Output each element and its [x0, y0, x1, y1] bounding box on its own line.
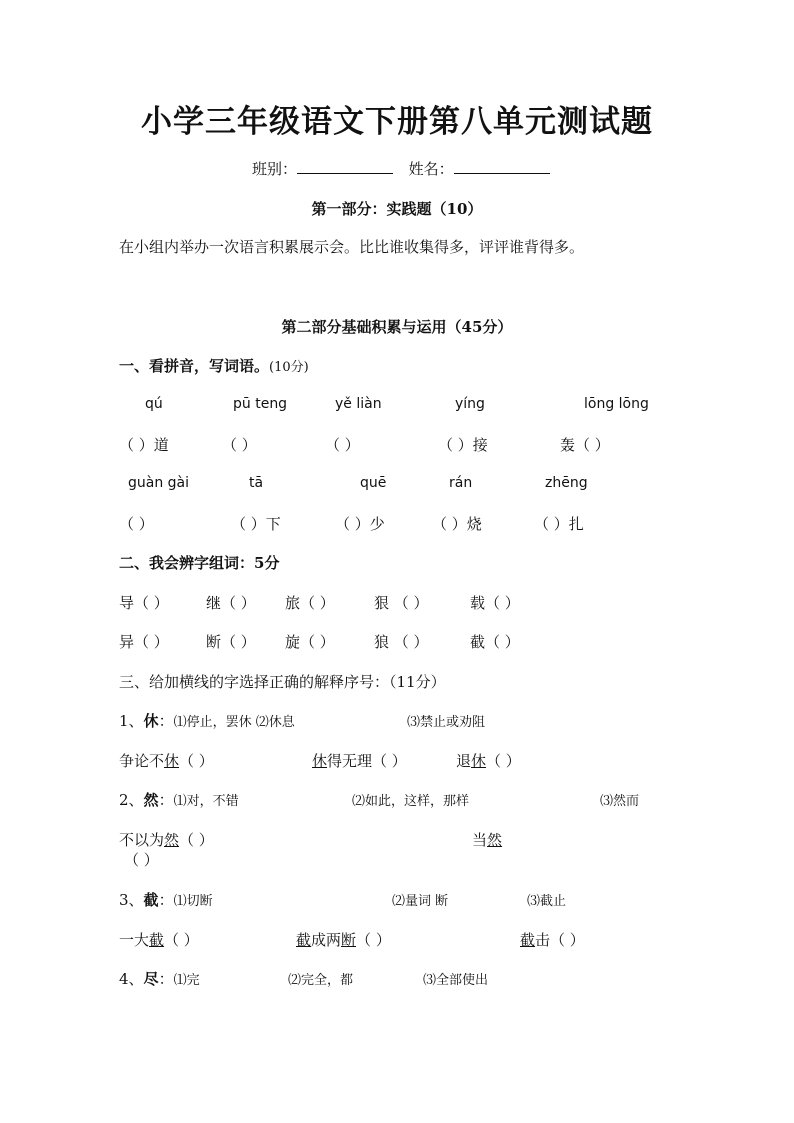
underlined-char: 截 [520, 931, 536, 949]
answer-blank[interactable]: 击（ ） [535, 931, 585, 949]
word-pair[interactable]: 异（ ） [119, 633, 169, 651]
q1-score: (10分) [269, 360, 309, 375]
definition: ⑶全部使出 [423, 973, 489, 988]
q3-word[interactable] [119, 829, 214, 850]
q3-item-1-defs [119, 710, 295, 731]
pinyin: tā [249, 475, 264, 491]
pinyin: rán [449, 475, 473, 491]
q3-word[interactable] [119, 750, 214, 771]
underlined-char: 休 [471, 752, 487, 770]
q3-item-3-defs [119, 889, 213, 910]
underlined-char: 然 [487, 831, 503, 849]
word-pair[interactable]: 狼 （ ） [374, 633, 429, 651]
underlined-char: 截 [149, 931, 165, 949]
underlined-char: 休 [312, 752, 328, 770]
item-char: 截 [143, 891, 159, 909]
q2-heading: 二、我会辨字组词：5分 [119, 554, 280, 572]
answer-blank[interactable]: （ ）少 [335, 515, 385, 533]
word-pair[interactable]: 旋（ ） [285, 633, 335, 651]
pinyin: yíng [455, 396, 485, 412]
word-pair[interactable]: 旅（ ） [285, 594, 335, 612]
answer-blank[interactable]: （ ）接 [438, 436, 488, 454]
name-blank[interactable] [454, 159, 550, 174]
q3-item-4-defs [119, 968, 200, 989]
answer-blank[interactable]: （ ） [124, 851, 159, 869]
word-pre: 当 [472, 831, 488, 849]
pinyin: pū teng [233, 396, 288, 412]
q1-heading-row [119, 355, 309, 376]
answer-blank[interactable]: （ ） [222, 436, 257, 454]
definition: ⑴对，不错 [173, 794, 239, 809]
q3-word[interactable] [520, 929, 585, 950]
item-num: 4、 [119, 970, 144, 988]
word-mid: 成两 [311, 931, 342, 949]
q3-item-2-defs [119, 789, 239, 810]
item-num: 3、 [119, 891, 144, 909]
word-pair[interactable]: 继（ ） [206, 594, 256, 612]
item-char: 然 [143, 791, 159, 809]
definition: ⑴完 [173, 973, 200, 988]
answer-blank[interactable]: （ ）烧 [432, 515, 482, 533]
colon: ： [158, 891, 174, 909]
underlined-char: 截 [296, 931, 312, 949]
underlined-char: 然 [164, 831, 180, 849]
answer-blank[interactable]: （ ）下 [231, 515, 281, 533]
definition: ⑶然而 [600, 794, 640, 809]
item-num: 2、 [119, 791, 144, 809]
item-num: 1、 [119, 712, 144, 730]
answer-blank[interactable]: （ ） [179, 752, 214, 770]
word-pair[interactable]: 截（ ） [470, 633, 520, 651]
part1-heading: 第一部分：实践题（10） [311, 200, 483, 218]
word-pair[interactable]: 狠 （ ） [374, 594, 429, 612]
pinyin: quē [360, 475, 387, 491]
q3-word[interactable] [296, 929, 391, 950]
q3-word[interactable] [119, 929, 199, 950]
pinyin: guàn gài [128, 475, 190, 491]
definition: ⑶截止 [527, 894, 567, 909]
definition: ⑵量词 断 [392, 894, 449, 909]
colon: ： [158, 791, 174, 809]
word-pre: 争论不 [119, 752, 165, 770]
colon: ： [158, 970, 174, 988]
student-info [252, 158, 550, 179]
answer-blank[interactable]: （ ） [164, 931, 199, 949]
class-blank[interactable] [297, 159, 393, 174]
answer-blank[interactable]: （ ） [179, 831, 214, 849]
item-char: 休 [143, 712, 159, 730]
definition: ⑵如此，这样，那样 [352, 794, 470, 809]
item-char: 尽 [143, 970, 159, 988]
answer-blank[interactable]: 轰（ ） [560, 436, 610, 454]
word-pre: 不以为 [119, 831, 165, 849]
page-title: 小学三年级语文下册第八单元测试题 [141, 104, 653, 140]
pinyin: lōng lōng [584, 396, 649, 412]
answer-blank[interactable]: （ ） [119, 515, 154, 533]
answer-blank[interactable]: （ ） [356, 931, 391, 949]
word-pair[interactable]: 断（ ） [206, 633, 256, 651]
answer-blank[interactable]: 得无理（ ） [327, 752, 407, 770]
class-label: 班别： [252, 160, 298, 178]
pinyin: qú [145, 396, 163, 412]
part1-text: 在小组内举办一次语言积累展示会。比比谁收集得多，评评谁背得多。 [119, 238, 585, 256]
word-pre: 退 [456, 752, 472, 770]
q3-word[interactable] [472, 829, 502, 850]
q3-heading: 三、给加横线的字选择正确的解释序号：（11分） [119, 673, 446, 691]
word-pre: 一大 [119, 931, 150, 949]
answer-blank[interactable]: （ ） [325, 436, 360, 454]
part2-heading: 第二部分基础积累与运用（45分） [281, 318, 513, 336]
pinyin: zhēng [545, 475, 588, 491]
answer-blank[interactable]: （ ）道 [119, 436, 169, 454]
q3-word[interactable] [456, 750, 521, 771]
colon: ： [158, 712, 174, 730]
definition: ⑶禁止或劝阻 [407, 715, 486, 730]
answer-blank[interactable]: （ ）扎 [534, 515, 584, 533]
word-pair[interactable]: 载（ ） [470, 594, 520, 612]
definition: ⑵完全，都 [288, 973, 354, 988]
underlined-char: 休 [164, 752, 180, 770]
q3-word[interactable] [312, 750, 407, 771]
pinyin: yě liàn [335, 396, 382, 412]
name-label: 姓名： [408, 160, 454, 178]
definition: ⑴停止，罢休 ⑵休息 [173, 715, 295, 730]
definition: ⑴切断 [173, 894, 213, 909]
underlined-char: 断 [341, 931, 357, 949]
answer-blank[interactable]: （ ） [486, 752, 521, 770]
q1-heading: 一、看拼音，写词语。 [119, 357, 270, 375]
word-pair[interactable]: 导（ ） [119, 594, 169, 612]
